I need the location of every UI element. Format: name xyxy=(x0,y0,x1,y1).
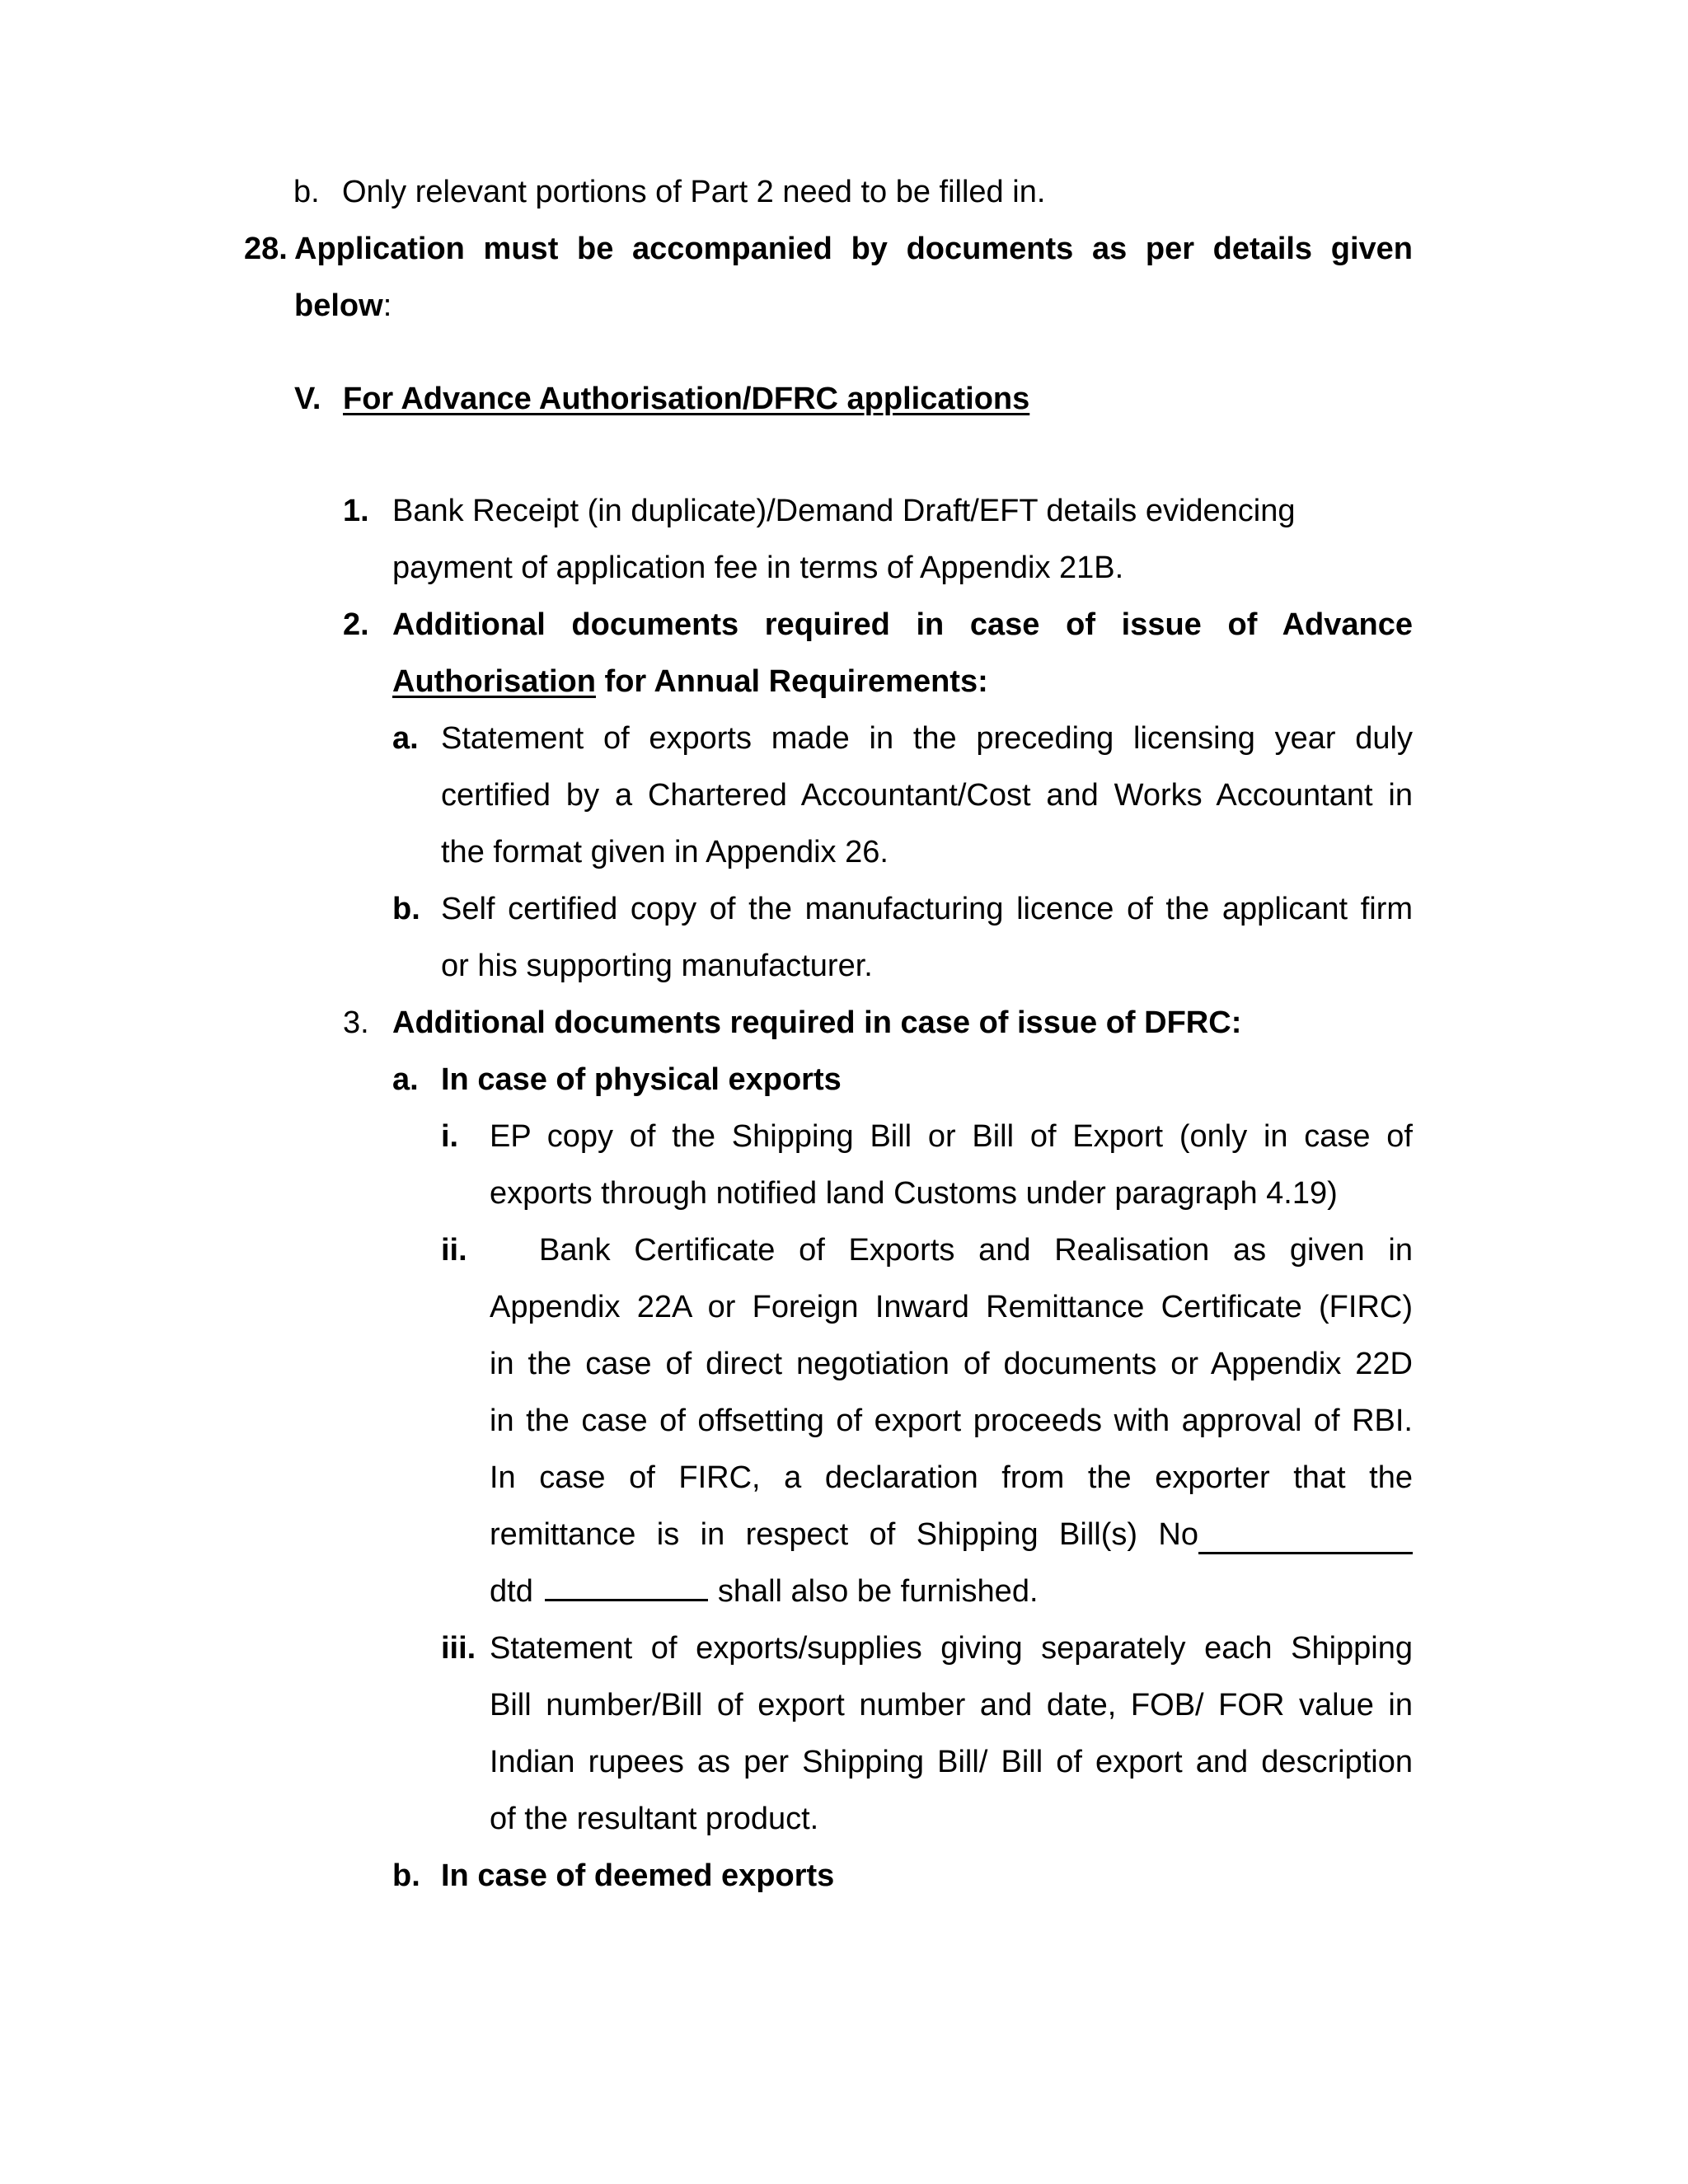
item-1-line-1: Bank Receipt (in duplicate)/Demand Draft/EFT details evidencing xyxy=(392,494,1296,528)
item-b-marker: b. xyxy=(293,175,320,209)
item-3a-ii-line-1: Bank Certificate of Exports and Realisation as given in xyxy=(539,1233,1413,1268)
item-3a-i-line-1: EP copy of the Shipping Bill or Bill of Export (only in case of xyxy=(490,1119,1413,1154)
item-3a-ii-line-2: Appendix 22A or Foreign Inward Remittance Certificate (FIRC) xyxy=(490,1290,1413,1324)
item-2b-marker: b. xyxy=(392,892,420,926)
item-3a-iii-line-3: Indian rupees as per Shipping Bill/ Bill of export and description xyxy=(490,1745,1413,1779)
item-3a-iii-marker: iii. xyxy=(441,1631,476,1666)
section-v-heading: For Advance Authorisation/DFRC applications xyxy=(343,382,1030,416)
item-2-marker: 2. xyxy=(343,607,369,642)
item-3a-iii-line-2: Bill number/Bill of export number and date, FOB/ FOR value in xyxy=(490,1688,1413,1722)
item-3b-heading: In case of deemed exports xyxy=(441,1858,835,1893)
item-3a-ii-line-7 xyxy=(490,1572,1039,1610)
item-28-line-2 xyxy=(294,287,392,325)
item-1-line-2: payment of application fee in terms of Appendix 21B. xyxy=(392,551,1124,585)
item-3a-ii-line-5: In case of FIRC, a declaration from the exporter that the xyxy=(490,1460,1413,1495)
item-2a-line-3: the format given in Appendix 26. xyxy=(441,835,889,869)
item-2-line-2 xyxy=(392,663,988,701)
item-3a-heading: In case of physical exports xyxy=(441,1062,842,1097)
item-2b-line-1: Self certified copy of the manufacturing licence of the applicant firm xyxy=(441,892,1413,926)
item-28-below: below xyxy=(294,288,383,323)
item-28-marker: 28. xyxy=(244,232,288,266)
item-2a-line-2: certified by a Chartered Accountant/Cost and Works Accountant in xyxy=(441,778,1413,813)
item-2a-line-1: Statement of exports made in the preceding licensing year duly xyxy=(441,721,1413,756)
furnished-text: shall also be furnished. xyxy=(717,1574,1039,1609)
item-3a-iii-line-4: of the resultant product. xyxy=(490,1802,819,1836)
item-2-annual: for Annual Requirements: xyxy=(595,664,988,699)
section-v-marker: V. xyxy=(294,382,321,416)
item-3a-ii-line-3: in the case of direct negotiation of documents or Appendix 22D xyxy=(490,1347,1413,1381)
item-3a-iii-line-1: Statement of exports/supplies giving separately each Shipping xyxy=(490,1631,1413,1666)
item-2-line-1: Additional documents required in case of issue of Advance xyxy=(392,607,1413,642)
item-2b-line-2: or his supporting manufacturer. xyxy=(441,949,873,983)
item-3a-ii-line-4: in the case of offsetting of export proceeds with approval of RBI. xyxy=(490,1404,1413,1438)
item-2a-marker: a. xyxy=(392,721,419,756)
item-3-heading: Additional documents required in case of issue of DFRC: xyxy=(392,1005,1242,1040)
date-blank xyxy=(545,1574,708,1601)
item-3b-marker: b. xyxy=(392,1858,420,1893)
item-3a-i-marker: i. xyxy=(441,1119,459,1154)
item-28-colon: : xyxy=(382,288,392,323)
shipping-bill-number-blank xyxy=(1198,1527,1413,1554)
item-3a-i-line-2: exports through notified land Customs under paragraph 4.19) xyxy=(490,1176,1338,1211)
item-b-text: Only relevant portions of Part 2 need to be filled in. xyxy=(342,175,1046,209)
item-3-marker: 3. xyxy=(343,1005,369,1040)
item-3a-ii-line-6: remittance is in respect of Shipping Bill(s) No xyxy=(490,1517,1198,1552)
item-2-authorisation: Authorisation xyxy=(392,664,596,699)
item-28-line-1: Application must be accompanied by documents as per details given xyxy=(294,232,1413,266)
item-3a-ii-marker: ii. xyxy=(441,1233,467,1268)
dtd-label: dtd xyxy=(490,1574,533,1609)
item-1-marker: 1. xyxy=(343,494,369,528)
item-3a-marker: a. xyxy=(392,1062,419,1097)
